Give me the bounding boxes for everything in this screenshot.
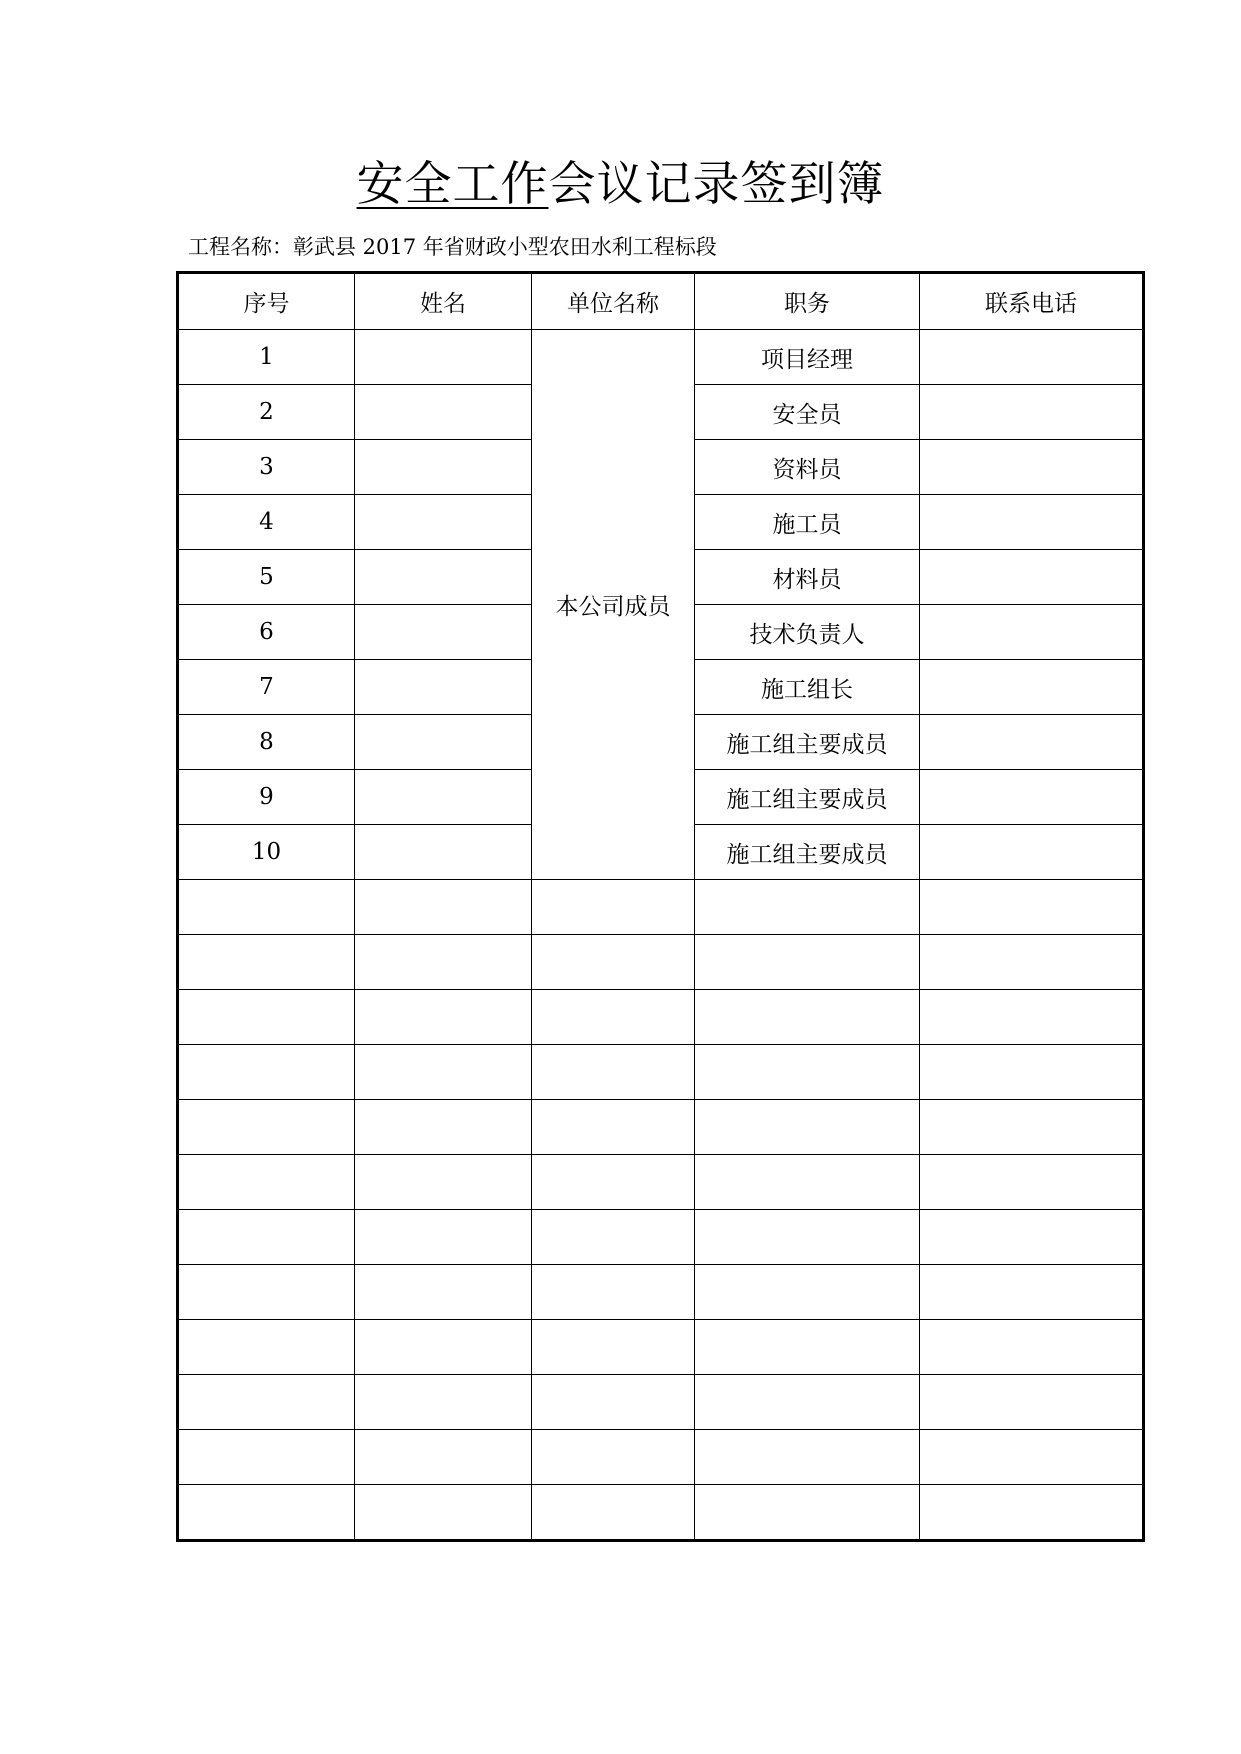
- cell-phone[interactable]: [920, 495, 1144, 550]
- blank-cell-position[interactable]: [695, 1485, 920, 1541]
- blank-cell-serial-number[interactable]: [178, 1210, 355, 1265]
- blank-cell-phone[interactable]: [920, 880, 1144, 935]
- cell-unit-name: 本公司成员: [532, 330, 695, 880]
- blank-cell-unit-name[interactable]: [532, 1320, 695, 1375]
- cell-position: 项目经理: [695, 330, 920, 385]
- cell-serial-number: 1: [178, 330, 355, 385]
- cell-position: 施工组主要成员: [695, 770, 920, 825]
- cell-position: 材料员: [695, 550, 920, 605]
- cell-serial-number: 10: [178, 825, 355, 880]
- blank-cell-phone[interactable]: [920, 990, 1144, 1045]
- blank-cell-name[interactable]: [355, 1320, 532, 1375]
- blank-cell-serial-number[interactable]: [178, 1320, 355, 1375]
- blank-cell-phone[interactable]: [920, 1265, 1144, 1320]
- blank-cell-unit-name[interactable]: [532, 1100, 695, 1155]
- blank-table-row: [178, 935, 1144, 990]
- blank-cell-serial-number[interactable]: [178, 935, 355, 990]
- blank-cell-serial-number[interactable]: [178, 1375, 355, 1430]
- blank-table-row: [178, 1375, 1144, 1430]
- cell-name[interactable]: [355, 770, 532, 825]
- blank-cell-position[interactable]: [695, 990, 920, 1045]
- blank-cell-phone[interactable]: [920, 1375, 1144, 1430]
- cell-phone[interactable]: [920, 440, 1144, 495]
- cell-phone[interactable]: [920, 715, 1144, 770]
- blank-cell-phone[interactable]: [920, 1155, 1144, 1210]
- blank-cell-position[interactable]: [695, 880, 920, 935]
- blank-cell-name[interactable]: [355, 1430, 532, 1485]
- cell-name[interactable]: [355, 385, 532, 440]
- cell-phone[interactable]: [920, 605, 1144, 660]
- blank-cell-phone[interactable]: [920, 1210, 1144, 1265]
- header-position: 职务: [695, 273, 920, 330]
- sign-in-table: [176, 271, 1145, 1542]
- blank-cell-position[interactable]: [695, 1100, 920, 1155]
- blank-cell-unit-name[interactable]: [532, 880, 695, 935]
- cell-phone[interactable]: [920, 770, 1144, 825]
- blank-cell-position[interactable]: [695, 1210, 920, 1265]
- cell-name[interactable]: [355, 330, 532, 385]
- blank-cell-phone[interactable]: [920, 1485, 1144, 1541]
- cell-name[interactable]: [355, 605, 532, 660]
- blank-cell-name[interactable]: [355, 1210, 532, 1265]
- blank-cell-serial-number[interactable]: [178, 880, 355, 935]
- cell-serial-number: 9: [178, 770, 355, 825]
- blank-cell-phone[interactable]: [920, 935, 1144, 990]
- blank-cell-position[interactable]: [695, 1155, 920, 1210]
- blank-cell-serial-number[interactable]: [178, 1045, 355, 1100]
- header-name: 姓名: [355, 273, 532, 330]
- blank-cell-position[interactable]: [695, 1265, 920, 1320]
- blank-cell-serial-number[interactable]: [178, 1100, 355, 1155]
- blank-cell-serial-number[interactable]: [178, 1485, 355, 1541]
- cell-phone[interactable]: [920, 660, 1144, 715]
- blank-cell-position[interactable]: [695, 1430, 920, 1485]
- title-rest-part: 会议记录签到簿: [548, 157, 885, 212]
- blank-cell-name[interactable]: [355, 1375, 532, 1430]
- blank-cell-unit-name[interactable]: [532, 1210, 695, 1265]
- blank-cell-phone[interactable]: [920, 1045, 1144, 1100]
- cell-position: 施工组主要成员: [695, 715, 920, 770]
- blank-cell-name[interactable]: [355, 935, 532, 990]
- cell-position: 技术负责人: [695, 605, 920, 660]
- blank-cell-unit-name[interactable]: [532, 990, 695, 1045]
- blank-cell-name[interactable]: [355, 990, 532, 1045]
- cell-serial-number: 4: [178, 495, 355, 550]
- blank-table-row: [178, 1045, 1144, 1100]
- header-serial-number: 序号: [178, 273, 355, 330]
- blank-cell-phone[interactable]: [920, 1430, 1144, 1485]
- cell-position: 安全员: [695, 385, 920, 440]
- cell-serial-number: 2: [178, 385, 355, 440]
- blank-table-row: [178, 880, 1144, 935]
- table-body: [178, 330, 1144, 1541]
- blank-cell-serial-number[interactable]: [178, 1155, 355, 1210]
- blank-cell-unit-name[interactable]: [532, 1155, 695, 1210]
- blank-cell-position[interactable]: [695, 1375, 920, 1430]
- cell-name[interactable]: [355, 495, 532, 550]
- header-unit-name: 单位名称: [532, 273, 695, 330]
- blank-cell-phone[interactable]: [920, 1320, 1144, 1375]
- blank-table-row: [178, 990, 1144, 1045]
- cell-phone[interactable]: [920, 550, 1144, 605]
- document-title: [0, 150, 1241, 220]
- cell-name[interactable]: [355, 825, 532, 880]
- blank-table-row: [178, 1485, 1144, 1541]
- table-row: [178, 330, 1144, 385]
- cell-serial-number: 5: [178, 550, 355, 605]
- title-underlined-part: 安全工作: [356, 157, 549, 212]
- cell-name[interactable]: [355, 715, 532, 770]
- cell-serial-number: 7: [178, 660, 355, 715]
- blank-cell-unit-name[interactable]: [532, 1265, 695, 1320]
- blank-cell-name[interactable]: [355, 1485, 532, 1541]
- blank-cell-unit-name[interactable]: [532, 1045, 695, 1100]
- blank-table-row: [178, 1100, 1144, 1155]
- cell-position: 施工组主要成员: [695, 825, 920, 880]
- cell-name[interactable]: [355, 440, 532, 495]
- cell-serial-number: 8: [178, 715, 355, 770]
- blank-cell-position[interactable]: [695, 935, 920, 990]
- blank-cell-serial-number[interactable]: [178, 1430, 355, 1485]
- blank-cell-name[interactable]: [355, 1100, 532, 1155]
- blank-cell-unit-name[interactable]: [532, 1430, 695, 1485]
- blank-table-row: [178, 1155, 1144, 1210]
- blank-table-row: [178, 1210, 1144, 1265]
- project-name-line: 工程名称：彰武县 2017 年省财政小型农田水利工程标段: [188, 235, 717, 259]
- blank-cell-unit-name[interactable]: [532, 935, 695, 990]
- cell-position: 施工员: [695, 495, 920, 550]
- blank-cell-position[interactable]: [695, 1045, 920, 1100]
- blank-cell-name[interactable]: [355, 1155, 532, 1210]
- blank-table-row: [178, 1320, 1144, 1375]
- cell-position: 资料员: [695, 440, 920, 495]
- blank-cell-name[interactable]: [355, 1265, 532, 1320]
- blank-cell-unit-name[interactable]: [532, 1375, 695, 1430]
- blank-cell-unit-name[interactable]: [532, 1485, 695, 1541]
- cell-phone[interactable]: [920, 330, 1144, 385]
- blank-table-row: [178, 1430, 1144, 1485]
- header-phone: 联系电话: [920, 273, 1144, 330]
- cell-serial-number: 6: [178, 605, 355, 660]
- cell-name[interactable]: [355, 550, 532, 605]
- blank-cell-name[interactable]: [355, 880, 532, 935]
- blank-cell-name[interactable]: [355, 1045, 532, 1100]
- cell-serial-number: 3: [178, 440, 355, 495]
- blank-table-row: [178, 1265, 1144, 1320]
- blank-cell-serial-number[interactable]: [178, 1265, 355, 1320]
- blank-cell-phone[interactable]: [920, 1100, 1144, 1155]
- cell-phone[interactable]: [920, 825, 1144, 880]
- table-header-row: [178, 273, 1144, 330]
- cell-position: 施工组长: [695, 660, 920, 715]
- cell-phone[interactable]: [920, 385, 1144, 440]
- cell-name[interactable]: [355, 660, 532, 715]
- blank-cell-serial-number[interactable]: [178, 990, 355, 1045]
- blank-cell-position[interactable]: [695, 1320, 920, 1375]
